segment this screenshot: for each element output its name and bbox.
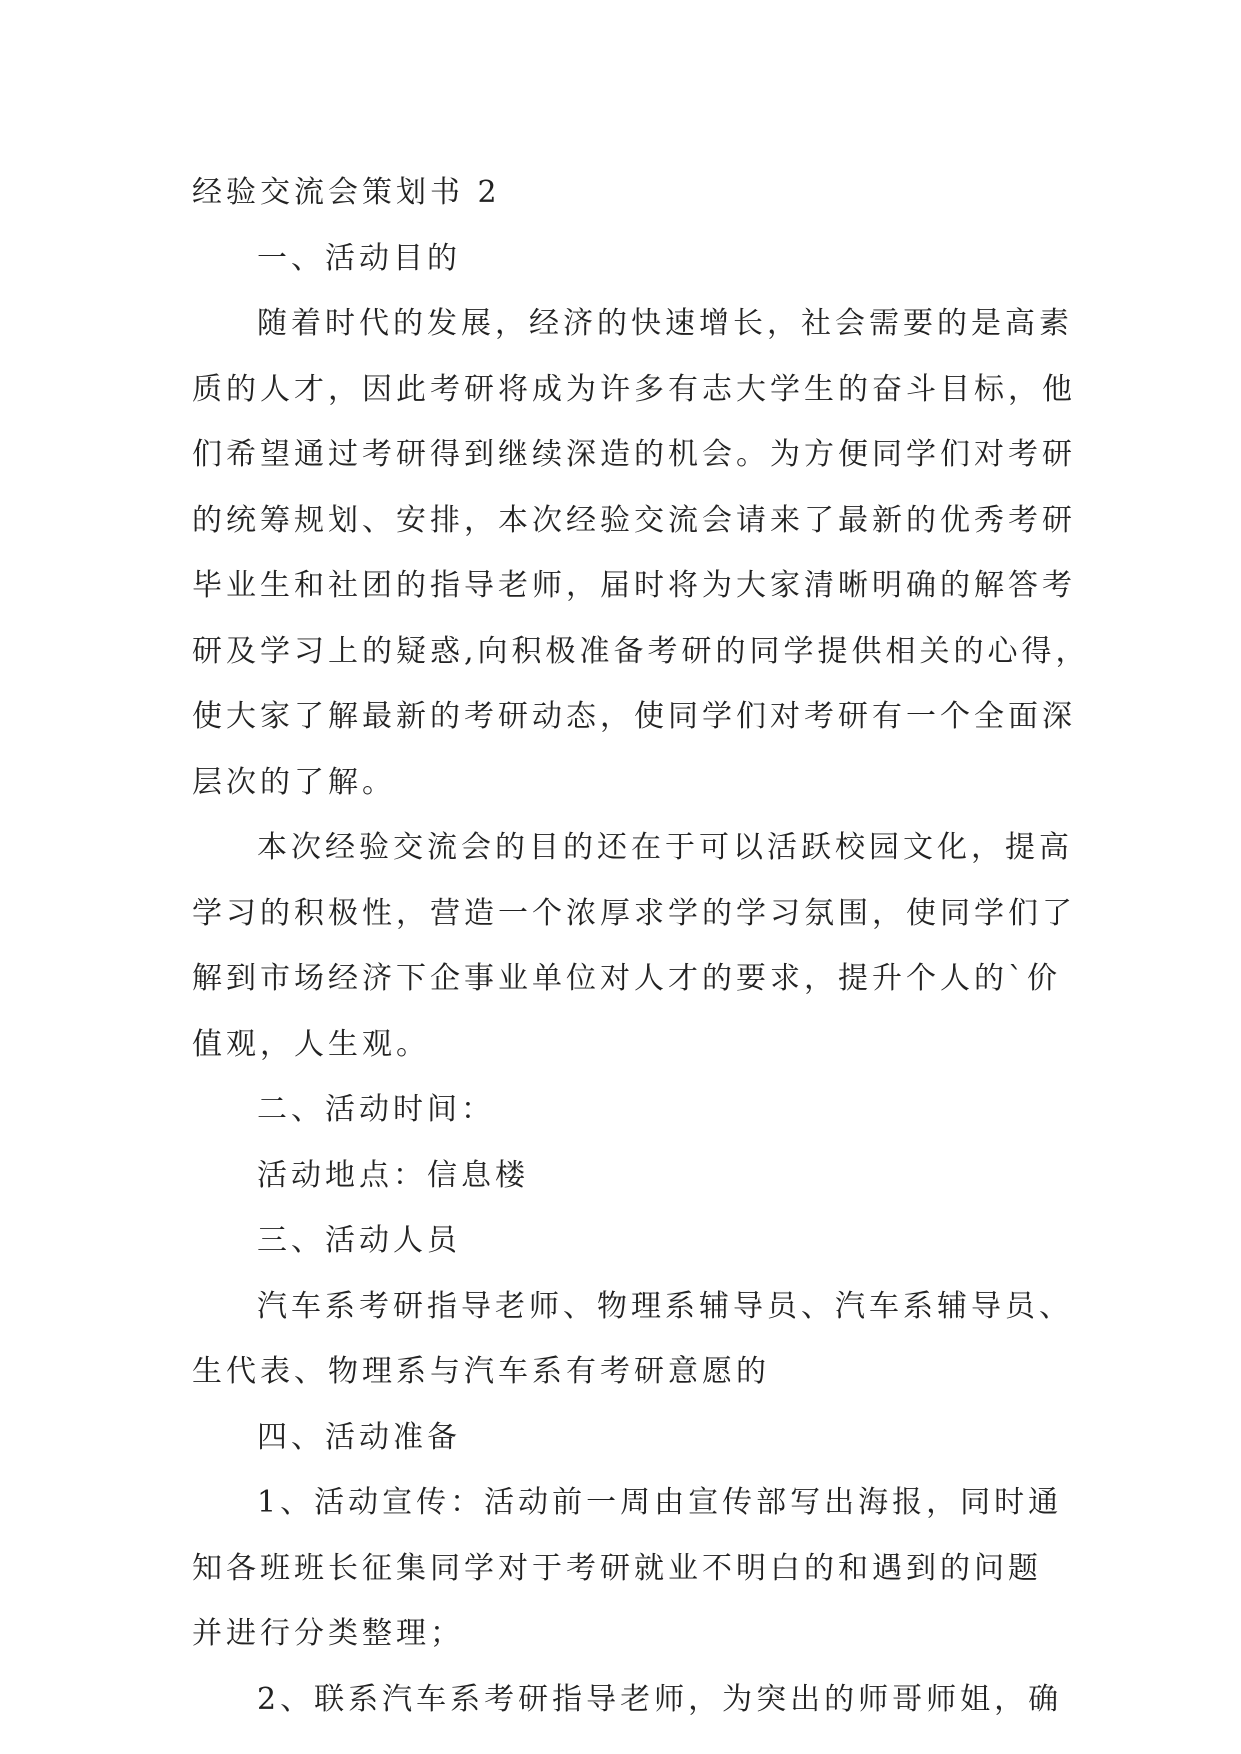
text-line: 2、联系汽车系考研指导老师，为突出的师哥师姐，确 (257, 1681, 1063, 1717)
text-line: 活动地点：信息楼 (257, 1157, 529, 1193)
text-line: 使大家了解最新的考研动态，使同学们对考研有一个全面深 (192, 699, 1076, 734)
text-line: 的统筹规划、安排，本次经验交流会请来了最新的优秀考研 (192, 502, 1076, 538)
text-line: 毕业生和社团的指导老师，届时将为大家清晰明确的解答考 (192, 568, 1076, 603)
text-line: 们希望通过考研得到继续深造的机会。为方便同学们对考研 (192, 437, 1076, 472)
text-line: 层次的了解。 (192, 764, 396, 800)
text-line: 值观，人生观。 (192, 1026, 430, 1062)
text-line: 解到市场经济下企事业单位对人才的要求，提升个人的`价 (192, 961, 1061, 996)
text-line: 二、活动时间： (257, 1092, 495, 1127)
text-line: 一、活动目的 (257, 240, 461, 276)
text-line: 本次经验交流会的目的还在于可以活跃校园文化，提高 (257, 830, 1073, 865)
text-line: 学习的积极性，营造一个浓厚求学的学习氛围，使同学们了 (192, 895, 1076, 931)
text-line: 汽车系考研指导老师、物理系辅导员、汽车系辅导员、 (257, 1288, 1073, 1324)
text-line: 质的人才，因此考研将成为许多有志大学生的奋斗目标，他 (192, 371, 1076, 407)
text-line: 1、活动宣传：活动前一周由宣传部写出海报，同时通 (257, 1485, 1063, 1520)
text-line: 并进行分类整理； (192, 1616, 464, 1651)
text-line: 知各班班长征集同学对于考研就业不明白的和遇到的问题 (192, 1550, 1042, 1586)
text-line: 四、活动准备 (257, 1419, 461, 1455)
text-line: 生代表、物理系与汽车系有考研意愿的 (192, 1354, 770, 1389)
document-title: 经验交流会策划书 2 (192, 175, 501, 210)
document-body (192, 160, 1090, 1732)
text-line: 研及学习上的疑惑,向积极准备考研的同学提供相关的心得， (192, 633, 1090, 669)
text-line: 三、活动人员 (257, 1223, 461, 1258)
text-line: 随着时代的发展，经济的快速增长，社会需要的是高素 (257, 306, 1073, 341)
